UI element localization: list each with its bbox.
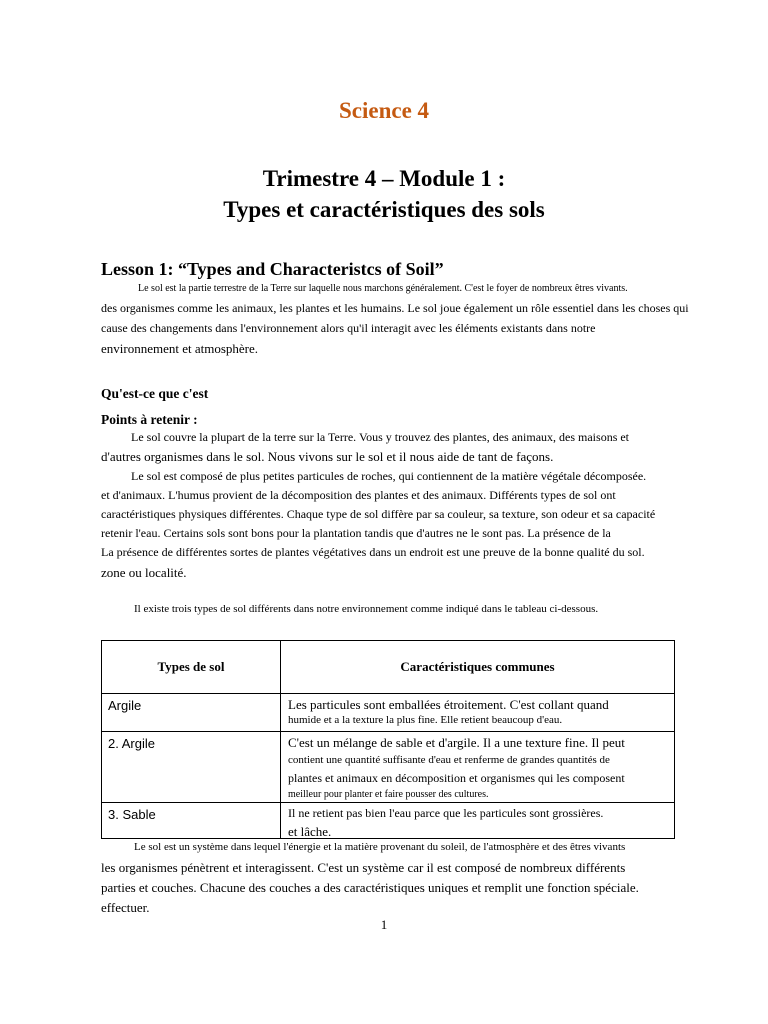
intro-line-1: Le sol est la partie terrestre de la Terre sur laquelle nous marchons généralement. C'est le foyer de nombreux êtres vivants.	[138, 283, 628, 294]
lesson-heading: Lesson 1: “Types and Characteristcs of Soil”	[101, 259, 444, 279]
closing-line-4: effectuer.	[101, 900, 150, 915]
points-line-4: et d'animaux. L'humus provient de la décomposition des plantes et des animaux. Différents types de sol ont	[101, 488, 616, 502]
page-number: 1	[380, 917, 388, 932]
closing-line-2: les organismes pénètrent et interagissent. C'est un système car il est composé de nombreux différents	[101, 860, 626, 875]
characteristics-cell	[281, 732, 675, 803]
table-header-row	[102, 641, 675, 694]
characteristics-line: et lâche.	[288, 824, 332, 839]
table-row	[102, 694, 675, 732]
points-line-1: Le sol couvre la plupart de la terre sur la Terre. Vous y trouvez des plantes, des animaux, des maisons et	[131, 430, 630, 444]
section-heading-what: Qu'est-ce que c'est	[101, 386, 209, 401]
points-line-5: caractéristiques physiques différentes. Chaque type de sol diffère par sa couleur, sa texture, son odeur et sa capacité	[101, 507, 656, 521]
characteristics-line: Il ne retient pas bien l'eau parce que les particules sont grossières.	[288, 806, 604, 820]
header-soil-type: Types de sol	[102, 641, 281, 694]
header-characteristics: Caractéristiques communes	[281, 641, 675, 694]
section-heading-points: Points à retenir :	[101, 412, 198, 427]
soil-type-cell: 3. Sable	[102, 803, 281, 839]
module-subtitle-line2: Types et caractéristiques des sols	[223, 197, 545, 222]
table-row	[102, 732, 675, 803]
table-intro: Il existe trois types de sol différents dans notre environnement comme indiqué dans le tableau ci-dessous.	[134, 603, 599, 615]
table-row	[102, 803, 675, 839]
closing-line-1: Le sol est un système dans lequel l'énergie et la matière provenant du soleil, de l'atmosphère et des êtres vivants	[134, 841, 626, 853]
points-line-2: d'autres organismes dans le sol. Nous vivons sur le sol et il nous aide de tant de façons.	[101, 449, 554, 464]
points-line-3: Le sol est composé de plus petites particules de roches, qui contiennent de la matière végétale décomposée.	[131, 469, 647, 483]
characteristics-line: humide et a la texture la plus fine. Elle retient beaucoup d'eau.	[288, 714, 563, 726]
characteristics-line: C'est un mélange de sable et d'argile. Il a une texture fine. Il peut	[288, 735, 625, 750]
characteristics-cell	[281, 694, 675, 732]
characteristics-line: plantes et animaux en décomposition et organismes qui les composent	[288, 771, 625, 785]
points-line-6: retenir l'eau. Certains sols sont bons pour la plantation tandis que d'autres ne le sont pas. La présence de la	[101, 526, 611, 540]
intro-line-3: cause des changements dans l'environnement alors qu'il interagit avec les éléments existants dans notre	[101, 321, 596, 335]
characteristics-line: Les particules sont emballées étroitement. C'est collant quand	[288, 697, 609, 712]
characteristics-cell	[281, 803, 675, 839]
characteristics-line: meilleur pour planter et faire pousser des cultures.	[288, 789, 489, 800]
closing-line-3: parties et couches. Chacune des couches a des caractéristiques uniques et remplit une fonction spéciale.	[101, 880, 639, 895]
characteristics-line: contient une quantité suffisante d'eau et renferme de grandes quantités de	[288, 754, 610, 766]
intro-line-2: des organismes comme les animaux, les plantes et les humains. Le sol joue également un rôle essentiel dans les choses qui	[101, 301, 689, 315]
intro-line-4: environnement et atmosphère.	[101, 341, 259, 356]
soil-type-cell: Argile	[102, 694, 281, 732]
module-subtitle-line1: Trimestre 4 – Module 1 :	[262, 166, 506, 191]
points-line-7: La présence de différentes sortes de plantes végétatives dans un endroit est une preuve de la bonne qualité du sol.	[101, 545, 645, 559]
points-line-8: zone ou localité.	[101, 565, 187, 580]
soil-type-cell: 2. Argile	[102, 732, 281, 803]
document-title: Science 4	[338, 98, 430, 123]
soil-types-table	[101, 640, 675, 839]
